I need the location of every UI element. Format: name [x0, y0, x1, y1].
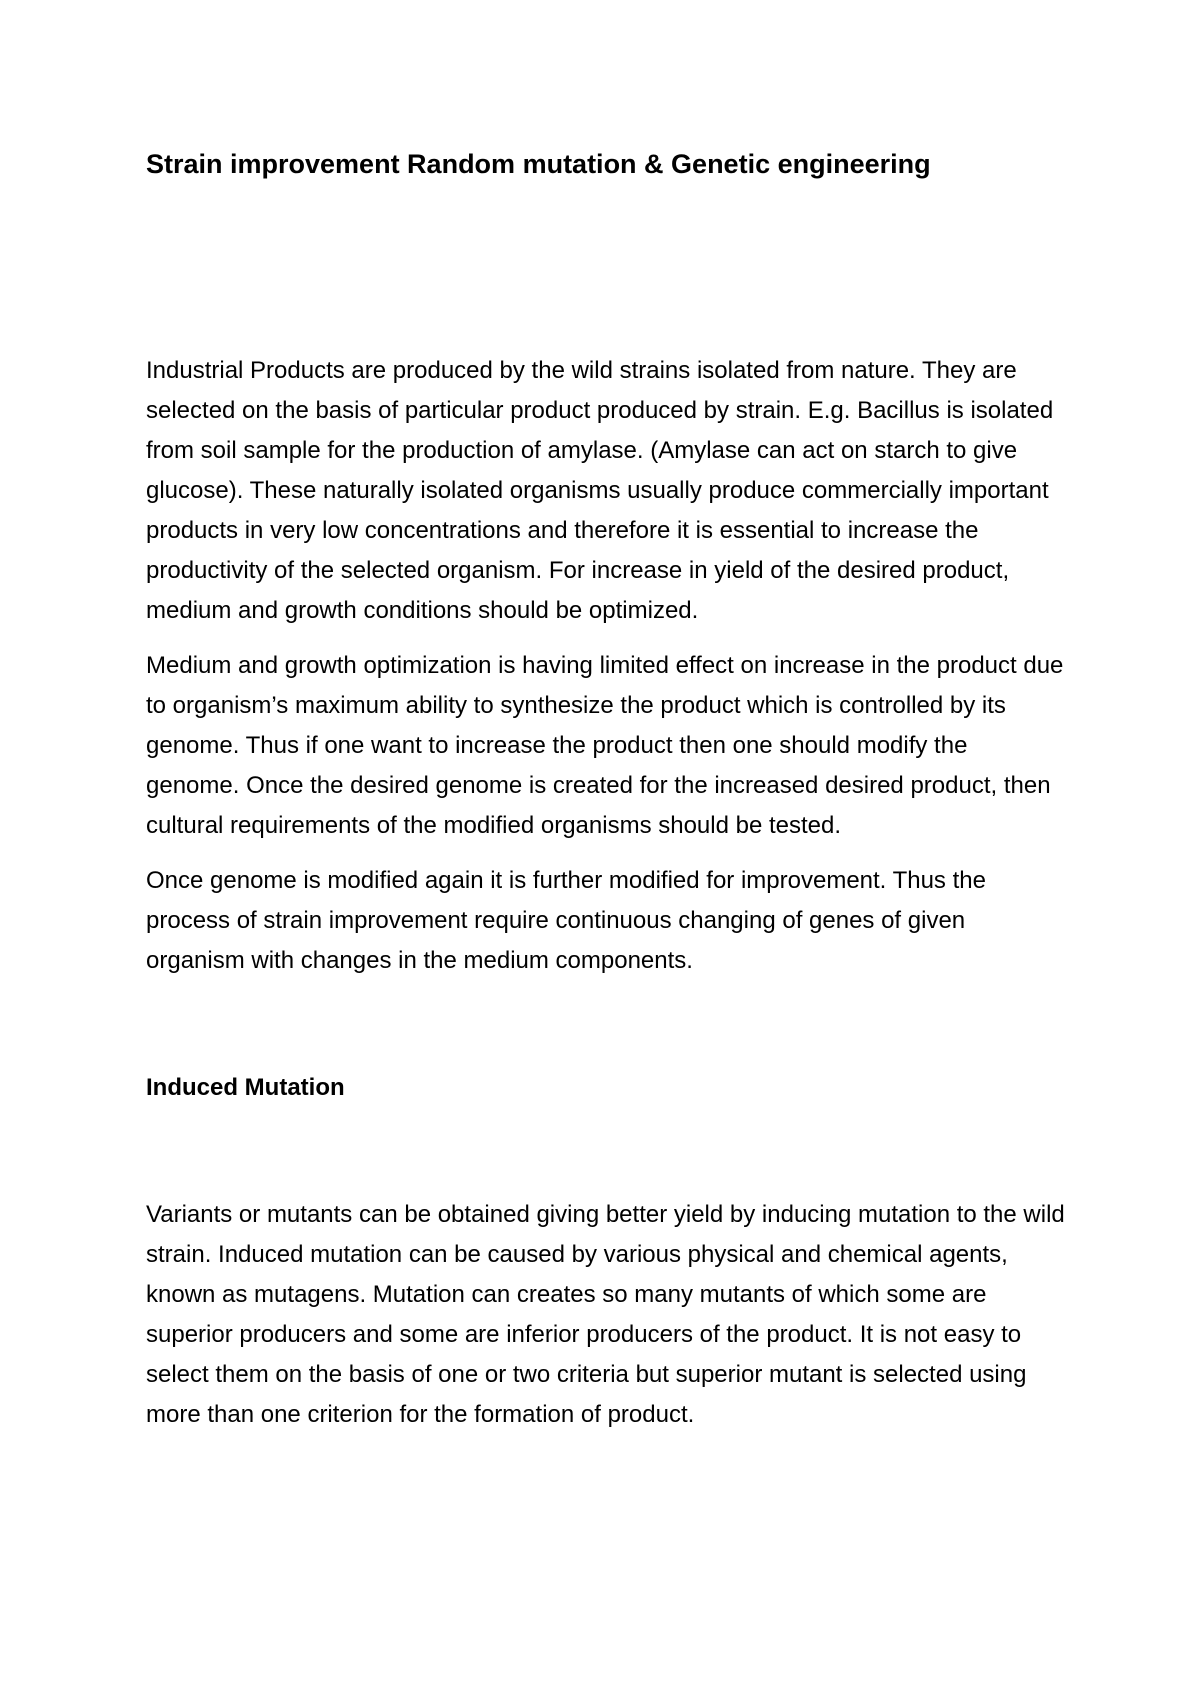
document-title: Strain improvement Random mutation & Genetic engineering — [146, 149, 931, 179]
paragraph-genome-modification: Once genome is modified again it is further modified for improvement. Thus the process of strain improvement require continuous changing of genes of given organism with changes in the medium components. — [146, 867, 986, 974]
section-heading-induced-mutation: Induced Mutation — [146, 1074, 345, 1101]
paragraph-industrial-products: Industrial Products are produced by the wild strains isolated from nature. They are selected on the basis of particular product produced by strain. E.g. Bacillus is isolated from soil sample for the production of amylase. (Amylase can act on starch to give glucose). These naturally isolated organisms usually produce commercially important products in very low concentrations and therefore it is essential to increase the productivity of the selected organism. For increase in yield of the desired product, medium and growth conditions should be optimized. — [146, 357, 1054, 624]
paragraph-medium-optimization: Medium and growth optimization is having limited effect on increase in the product due to organism’s maximum ability to synthesize the product which is controlled by its genome. Thus if one want to increase the product then one should modify the genome. Once the desired genome is created for the increased desired product, then cultural requirements of the modified organisms should be tested. — [146, 652, 1064, 839]
paragraph-induced-mutation: Variants or mutants can be obtained giving better yield by inducing mutation to the wild strain. Induced mutation can be caused by various physical and chemical agents, known as mutagens. Mutation can creates so many mutants of which some are superior producers and some are inferior producers of the product. It is not easy to select them on the basis of one or two criteria but superior mutant is selected using more than one criterion for the formation of product. — [146, 1201, 1065, 1428]
document-body — [146, 146, 1066, 1435]
